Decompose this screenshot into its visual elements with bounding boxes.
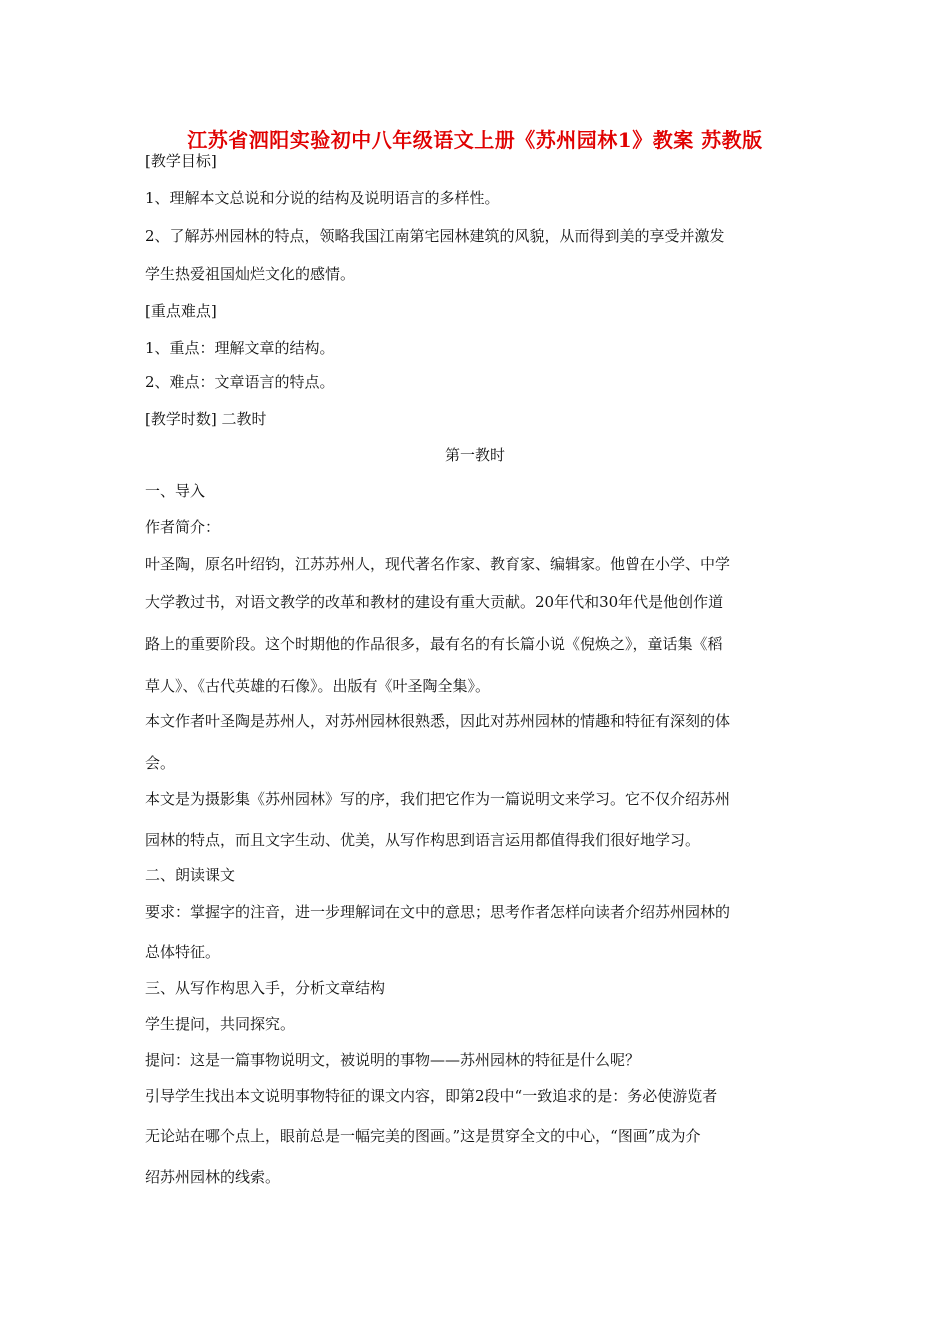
section-heading-hours: [教学时数] 二教时 [145,410,267,428]
paragraph-line: 2、了解苏州园林的特点，领略我国江南第宅园林建筑的风貌，从而得到美的享受并激发 [145,227,725,245]
paragraph-line: 本文是为摄影集《苏州园林》写的序，我们把它作为一篇说明文来学习。它不仅介绍苏州 [145,790,731,808]
paragraph-line: 学生提问，共同探究。 [145,1015,296,1033]
paragraph-line: 路上的重要阶段。这个时期他的作品很多，最有名的有长篇小说《倪焕之》，童话集《稻 [145,635,723,653]
paragraph-line: 学生热爱祖国灿烂文化的感情。 [145,265,356,283]
paragraph-line: 绍苏州园林的线索。 [145,1168,281,1186]
section-heading-reading: 二、朗读课文 [145,866,236,884]
section-heading-key-points: [重点难点] [145,302,217,320]
section-heading-intro: 一、导入 [145,482,206,500]
paragraph-line: 会。 [145,754,176,772]
paragraph-line: 提问：这是一篇事物说明文，被说明的事物——苏州园林的特征是什么呢？ [145,1051,641,1069]
paragraph-line: 园林的特点，而且文字生动、优美，从写作构思到语言运用都值得我们很好地学习。 [145,831,701,849]
paragraph-line: 叶圣陶，原名叶绍钧，江苏苏州人，现代著名作家、教育家、编辑家。他曾在小学、中学 [145,555,731,573]
paragraph-line: 本文作者叶圣陶是苏州人，对苏州园林很熟悉，因此对苏州园林的情趣和特征有深刻的体 [145,712,731,730]
paragraph-line: 引导学生找出本文说明事物特征的课文内容，即第2段中“一致追求的是：务必使游览者 [145,1087,718,1105]
paragraph-line: 无论站在哪个点上，眼前总是一幅完美的图画。”这是贯穿全文的中心，“图画”成为介 [145,1127,701,1145]
paragraph-line: 作者简介： [145,518,221,536]
paragraph-line: 2、难点：文章语言的特点。 [145,373,335,391]
paragraph-line: 要求：掌握字的注音，进一步理解词在文中的意思；思考作者怎样向读者介绍苏州园林的 [145,903,731,921]
lesson-heading: 第一教时 [444,446,505,464]
document-title: 江苏省泗阳实验初中八年级语文上册《苏州园林1》教案 苏教版 [187,128,763,152]
paragraph-line: 1、理解本文总说和分说的结构及说明语言的多样性。 [145,189,500,207]
paragraph-line: 大学教过书，对语文教学的改革和教材的建设有重大贡献。20年代和30年代是他创作道 [145,593,724,611]
paragraph-line: 总体特征。 [145,943,221,961]
section-heading-objectives: [教学目标] [145,152,217,170]
paragraph-line: 1、重点：理解文章的结构。 [145,339,335,357]
section-heading-structure: 三、从写作构思入手，分析文章结构 [145,979,386,997]
paragraph-line: 草人》、《古代英雄的石像》。出版有《叶圣陶全集》。 [145,677,491,695]
